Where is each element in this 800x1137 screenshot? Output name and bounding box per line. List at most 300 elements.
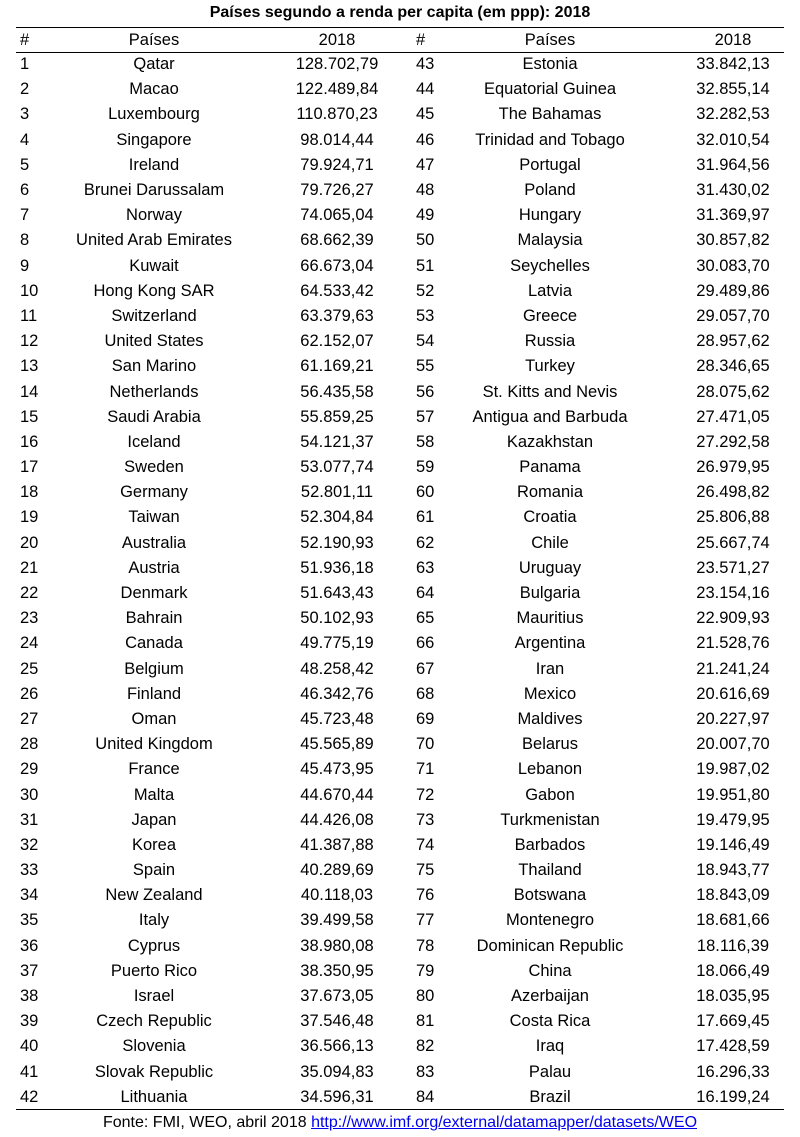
country-cell: Cyprus — [127, 936, 181, 955]
country-cell: China — [528, 961, 572, 980]
value-cell: 54.121,37 — [300, 432, 374, 451]
country-cell: Puerto Rico — [110, 961, 198, 980]
value-cell: 22.909,93 — [696, 609, 770, 628]
value-cell: 79.726,27 — [300, 181, 374, 200]
table-row — [16, 833, 800, 858]
rank-cell: 17 — [20, 458, 39, 477]
header-rank: # — [20, 30, 30, 49]
table-row — [16, 329, 800, 354]
rank-cell: 14 — [20, 382, 39, 401]
country-cell: Mexico — [523, 684, 577, 703]
rank-cell: 8 — [20, 231, 30, 250]
country-cell: Sweden — [124, 458, 184, 477]
rank-cell: 22 — [20, 584, 39, 603]
table-row — [16, 1060, 800, 1085]
value-cell: 20.227,97 — [696, 709, 770, 728]
country-cell: Norway — [126, 206, 182, 225]
country-cell: Lithuania — [120, 1087, 188, 1106]
rank-cell: 18 — [20, 483, 39, 502]
country-cell: Trinidad and Tobago — [475, 130, 625, 149]
value-cell: 35.094,83 — [300, 1062, 374, 1081]
value-cell: 34.596,31 — [300, 1087, 374, 1106]
rank-cell: 80 — [416, 987, 435, 1006]
rank-cell: 72 — [416, 785, 435, 804]
table-row — [16, 581, 800, 606]
value-cell: 66.673,04 — [300, 256, 374, 275]
country-cell: New Zealand — [105, 886, 203, 905]
rank-cell: 50 — [416, 231, 435, 250]
header-year: 2018 — [318, 30, 356, 49]
value-cell: 21.528,76 — [696, 634, 770, 653]
value-cell: 49.775,19 — [300, 634, 374, 653]
value-cell: 16.296,33 — [696, 1062, 770, 1081]
country-cell: Poland — [524, 181, 576, 200]
rank-cell: 64 — [416, 584, 435, 603]
rank-cell: 16 — [20, 432, 39, 451]
value-cell: 44.670,44 — [300, 785, 374, 804]
value-cell: 46.342,76 — [300, 684, 374, 703]
value-cell: 64.533,42 — [300, 281, 374, 300]
country-cell: Taiwan — [128, 508, 180, 527]
rank-cell: 77 — [416, 911, 435, 930]
country-cell: The Bahamas — [498, 105, 602, 124]
rank-cell: 49 — [416, 206, 435, 225]
value-cell: 18.843,09 — [696, 886, 770, 905]
table-row — [16, 405, 800, 430]
value-cell: 33.842,13 — [696, 55, 770, 74]
country-cell: Malaysia — [517, 231, 583, 250]
value-cell: 36.566,13 — [300, 1037, 374, 1056]
value-cell: 18.681,66 — [696, 911, 770, 930]
table-row — [16, 279, 800, 304]
country-cell: Korea — [131, 835, 177, 854]
rank-cell: 75 — [416, 861, 435, 880]
value-cell: 38.980,08 — [300, 936, 374, 955]
value-cell: 56.435,58 — [300, 382, 374, 401]
rank-cell: 24 — [20, 634, 39, 653]
rank-cell: 39 — [20, 1012, 39, 1031]
value-cell: 32.282,53 — [696, 105, 770, 124]
table-row — [16, 606, 800, 631]
country-cell: Azerbaijan — [511, 987, 589, 1006]
value-cell: 30.857,82 — [696, 231, 770, 250]
header-rank: # — [416, 30, 426, 49]
country-cell: Bulgaria — [519, 584, 581, 603]
table-row — [16, 1009, 800, 1034]
country-cell: Brazil — [529, 1087, 571, 1106]
rank-cell: 44 — [416, 80, 435, 99]
value-cell: 37.546,48 — [300, 1012, 374, 1031]
value-cell: 29.489,86 — [696, 281, 770, 300]
value-cell: 128.702,79 — [295, 55, 379, 74]
value-cell: 19.951,80 — [696, 785, 770, 804]
table-row — [16, 505, 800, 530]
rank-cell: 13 — [20, 357, 39, 376]
country-cell: Equatorial Guinea — [483, 80, 617, 99]
value-cell: 122.489,84 — [295, 80, 379, 99]
country-cell: Macao — [129, 80, 179, 99]
value-cell: 21.241,24 — [696, 659, 770, 678]
value-cell: 31.369,97 — [696, 206, 770, 225]
value-cell: 98.014,44 — [300, 130, 374, 149]
rank-cell: 74 — [416, 835, 435, 854]
country-cell: Turkmenistan — [500, 810, 600, 829]
value-cell: 27.471,05 — [696, 407, 770, 426]
value-cell: 62.152,07 — [300, 332, 374, 351]
country-cell: Japan — [131, 810, 177, 829]
rank-cell: 67 — [416, 659, 435, 678]
country-cell: Gabon — [525, 785, 575, 804]
income-table — [16, 28, 800, 1110]
rank-cell: 40 — [20, 1037, 39, 1056]
rank-cell: 73 — [416, 810, 435, 829]
country-cell: Iraq — [535, 1037, 565, 1056]
country-cell: United States — [104, 332, 204, 351]
value-cell: 52.801,11 — [300, 483, 374, 502]
rank-cell: 38 — [20, 987, 39, 1006]
rank-cell: 41 — [20, 1062, 39, 1081]
value-cell: 17.428,59 — [696, 1037, 770, 1056]
country-cell: Mauritius — [516, 609, 584, 628]
header-country: Países — [524, 30, 576, 49]
value-cell: 29.057,70 — [696, 306, 770, 325]
rank-cell: 31 — [20, 810, 39, 829]
value-cell: 41.387,88 — [300, 835, 374, 854]
rank-cell: 32 — [20, 835, 39, 854]
country-cell: United Kingdom — [95, 735, 213, 754]
rank-cell: 59 — [416, 458, 435, 477]
rank-cell: 25 — [20, 659, 39, 678]
country-cell: Portugal — [519, 155, 581, 174]
rank-cell: 19 — [20, 508, 39, 527]
value-cell: 28.957,62 — [696, 332, 770, 351]
country-cell: Denmark — [120, 584, 188, 603]
rank-cell: 28 — [20, 735, 39, 754]
table-row — [16, 934, 800, 959]
value-cell: 28.346,65 — [696, 357, 770, 376]
table-row — [16, 153, 800, 178]
country-cell: Costa Rica — [509, 1012, 591, 1031]
rank-cell: 15 — [20, 407, 39, 426]
country-cell: Maldives — [517, 709, 583, 728]
country-cell: Hong Kong SAR — [93, 281, 215, 300]
table-row — [16, 682, 800, 707]
header-country: Países — [128, 30, 180, 49]
country-cell: Botswana — [513, 886, 587, 905]
value-cell: 18.035,95 — [696, 987, 770, 1006]
value-cell: 52.190,93 — [300, 533, 374, 552]
header-year: 2018 — [714, 30, 752, 49]
rank-cell: 9 — [20, 256, 30, 275]
rank-cell: 12 — [20, 332, 39, 351]
rank-cell: 33 — [20, 861, 39, 880]
country-cell: San Marino — [111, 357, 197, 376]
value-cell: 55.859,25 — [300, 407, 374, 426]
table-row — [16, 984, 800, 1009]
country-cell: Seychelles — [510, 256, 590, 275]
table-row — [16, 304, 800, 329]
rank-cell: 70 — [416, 735, 435, 754]
rank-cell: 6 — [20, 181, 30, 200]
page-title: Países segundo a renda per capita (em ppp): 2018 — [209, 4, 591, 21]
country-cell: Canada — [125, 634, 183, 653]
rank-cell: 42 — [20, 1087, 39, 1106]
table-row — [16, 1034, 800, 1059]
country-cell: Antigua and Barbuda — [472, 407, 628, 426]
value-cell: 25.806,88 — [696, 508, 770, 527]
value-cell: 37.673,05 — [300, 987, 374, 1006]
table-row — [16, 52, 800, 77]
country-cell: Belarus — [522, 735, 578, 754]
country-cell: Iceland — [127, 432, 181, 451]
rank-cell: 7 — [20, 206, 30, 225]
rank-cell: 57 — [416, 407, 435, 426]
country-cell: Argentina — [514, 634, 586, 653]
source-note — [0, 1110, 800, 1136]
country-cell: Australia — [121, 533, 187, 552]
table-row — [16, 455, 800, 480]
country-cell: Latvia — [527, 281, 573, 300]
country-cell: Slovenia — [122, 1037, 186, 1056]
country-cell: Brunei Darussalam — [83, 181, 225, 200]
table-row — [16, 102, 800, 127]
table-row — [16, 228, 800, 253]
table-row — [16, 757, 800, 782]
rank-cell: 48 — [416, 181, 435, 200]
table-row — [16, 128, 800, 153]
value-cell: 38.350,95 — [300, 961, 374, 980]
value-cell: 31.430,02 — [696, 181, 770, 200]
country-cell: Palau — [528, 1062, 572, 1081]
country-cell: Luxembourg — [108, 105, 200, 124]
country-cell: Singapore — [116, 130, 192, 149]
country-cell: Germany — [120, 483, 188, 502]
table-row — [16, 908, 800, 933]
rank-cell: 1 — [20, 55, 30, 74]
country-cell: Montenegro — [505, 911, 595, 930]
rank-cell: 65 — [416, 609, 435, 628]
country-cell: Israel — [133, 987, 175, 1006]
table-row — [16, 883, 800, 908]
country-cell: Bahrain — [125, 609, 183, 628]
rank-cell: 20 — [20, 533, 39, 552]
rank-cell: 52 — [416, 281, 435, 300]
rank-cell: 36 — [20, 936, 39, 955]
value-cell: 51.936,18 — [300, 558, 374, 577]
table-body — [16, 52, 800, 1110]
rank-cell: 83 — [416, 1062, 435, 1081]
table-row — [16, 782, 800, 807]
country-cell: Belgium — [124, 659, 184, 678]
value-cell: 27.292,58 — [696, 432, 770, 451]
header-row — [16, 28, 800, 52]
table-row — [16, 707, 800, 732]
table-row — [16, 430, 800, 455]
value-cell: 18.116,39 — [696, 936, 770, 955]
value-cell: 16.199,24 — [696, 1087, 770, 1106]
table-row — [16, 959, 800, 984]
rank-cell: 2 — [20, 80, 30, 99]
country-cell: Italy — [138, 911, 170, 930]
rank-cell: 79 — [416, 961, 435, 980]
value-cell: 30.083,70 — [696, 256, 770, 275]
rank-cell: 58 — [416, 432, 435, 451]
rank-cell: 11 — [20, 306, 38, 325]
country-cell: Panama — [519, 458, 581, 477]
country-cell: Lebanon — [517, 760, 583, 779]
rank-cell: 46 — [416, 130, 435, 149]
rank-cell: 43 — [416, 55, 435, 74]
rank-cell: 76 — [416, 886, 435, 905]
value-cell: 44.426,08 — [300, 810, 374, 829]
rank-cell: 62 — [416, 533, 435, 552]
table-row — [16, 1085, 800, 1110]
rank-cell: 78 — [416, 936, 435, 955]
country-cell: Czech Republic — [96, 1012, 212, 1031]
rank-cell: 27 — [20, 709, 39, 728]
table-row — [16, 203, 800, 228]
country-cell: Spain — [132, 861, 176, 880]
value-cell: 32.010,54 — [696, 130, 770, 149]
value-cell: 39.499,58 — [300, 911, 374, 930]
value-cell: 31.964,56 — [696, 155, 770, 174]
value-cell: 18.066,49 — [696, 961, 770, 980]
rank-cell: 35 — [20, 911, 39, 930]
rank-cell: 45 — [416, 105, 435, 124]
table-row — [16, 858, 800, 883]
value-cell: 26.979,95 — [696, 458, 770, 477]
value-cell: 50.102,93 — [300, 609, 374, 628]
rank-cell: 26 — [20, 684, 39, 703]
rank-cell: 3 — [20, 105, 30, 124]
value-cell: 79.924,71 — [300, 155, 374, 174]
value-cell: 48.258,42 — [300, 659, 374, 678]
rank-cell: 54 — [416, 332, 435, 351]
table-row — [16, 77, 800, 102]
rank-cell: 56 — [416, 382, 435, 401]
source-link[interactable]: http://www.imf.org/external/datamapper/datasets/WEO — [311, 1114, 698, 1131]
rank-cell: 29 — [20, 760, 39, 779]
value-cell: 68.662,39 — [300, 231, 374, 250]
value-cell: 45.723,48 — [300, 709, 374, 728]
value-cell: 52.304,84 — [300, 508, 374, 527]
value-cell: 20.007,70 — [696, 735, 770, 754]
rank-cell: 30 — [20, 785, 39, 804]
rank-cell: 53 — [416, 306, 435, 325]
country-cell: Oman — [131, 709, 177, 728]
country-cell: Croatia — [523, 508, 577, 527]
country-cell: Ireland — [128, 155, 180, 174]
rank-cell: 63 — [416, 558, 435, 577]
value-cell: 26.498,82 — [696, 483, 770, 502]
country-cell: Iran — [535, 659, 565, 678]
rank-cell: 71 — [416, 760, 435, 779]
rank-cell: 68 — [416, 684, 435, 703]
country-cell: Kuwait — [129, 256, 179, 275]
rank-cell: 61 — [416, 508, 435, 527]
value-cell: 51.643,43 — [300, 584, 374, 603]
table-row — [16, 354, 800, 379]
rank-cell: 60 — [416, 483, 435, 502]
rank-cell: 66 — [416, 634, 435, 653]
country-cell: Barbados — [514, 835, 586, 854]
table-row — [16, 480, 800, 505]
country-cell: Finland — [126, 684, 182, 703]
value-cell: 40.118,03 — [300, 886, 374, 905]
source-text: Fonte: FMI, WEO, abril 2018 — [102, 1114, 312, 1131]
country-cell: Dominican Republic — [476, 936, 624, 955]
table-row — [16, 631, 800, 656]
country-cell: Thailand — [518, 861, 582, 880]
value-cell: 23.571,27 — [696, 558, 770, 577]
rank-cell: 82 — [416, 1037, 435, 1056]
value-cell: 19.146,49 — [696, 835, 770, 854]
table-row — [16, 732, 800, 757]
country-cell: Austria — [128, 558, 180, 577]
rank-cell: 47 — [416, 155, 435, 174]
country-cell: Hungary — [518, 206, 582, 225]
table-row — [16, 657, 800, 682]
country-cell: St. Kitts and Nevis — [482, 382, 618, 401]
country-cell: Qatar — [133, 55, 175, 74]
country-cell: Saudi Arabia — [107, 407, 201, 426]
value-cell: 63.379,63 — [300, 306, 374, 325]
rank-cell: 84 — [416, 1087, 435, 1106]
value-cell: 18.943,77 — [696, 861, 770, 880]
country-cell: France — [128, 760, 180, 779]
rank-cell: 51 — [416, 256, 435, 275]
value-cell: 45.473,95 — [300, 760, 374, 779]
country-cell: Malta — [133, 785, 175, 804]
country-cell: Slovak Republic — [94, 1062, 214, 1081]
rank-cell: 21 — [20, 558, 39, 577]
country-cell: Romania — [516, 483, 584, 502]
country-cell: Chile — [531, 533, 569, 552]
rank-cell: 37 — [20, 961, 39, 980]
rank-cell: 23 — [20, 609, 39, 628]
rank-cell: 4 — [20, 130, 30, 149]
value-cell: 23.154,16 — [696, 584, 770, 603]
country-cell: Netherlands — [109, 382, 199, 401]
value-cell: 74.065,04 — [300, 206, 374, 225]
value-cell: 32.855,14 — [696, 80, 770, 99]
table-row — [16, 556, 800, 581]
rank-cell: 10 — [20, 281, 39, 300]
country-cell: Greece — [522, 306, 578, 325]
rank-cell: 81 — [416, 1012, 435, 1031]
value-cell: 61.169,21 — [300, 357, 374, 376]
value-cell: 20.616,69 — [696, 684, 770, 703]
table-row — [16, 178, 800, 203]
country-cell: Kazakhstan — [506, 432, 594, 451]
country-cell: Switzerland — [111, 306, 197, 325]
rank-cell: 5 — [20, 155, 30, 174]
value-cell: 40.289,69 — [300, 861, 374, 880]
value-cell: 110.870,23 — [296, 105, 378, 124]
table-row — [16, 254, 800, 279]
value-cell: 45.565,89 — [300, 735, 374, 754]
value-cell: 28.075,62 — [696, 382, 770, 401]
value-cell: 53.077,74 — [300, 458, 374, 477]
table-row — [16, 379, 800, 404]
country-cell: United Arab Emirates — [76, 231, 232, 250]
rank-cell: 55 — [416, 357, 435, 376]
value-cell: 19.987,02 — [696, 760, 770, 779]
value-cell: 17.669,45 — [696, 1012, 770, 1031]
rank-cell: 69 — [416, 709, 435, 728]
country-cell: Russia — [524, 332, 576, 351]
rank-cell: 34 — [20, 886, 39, 905]
